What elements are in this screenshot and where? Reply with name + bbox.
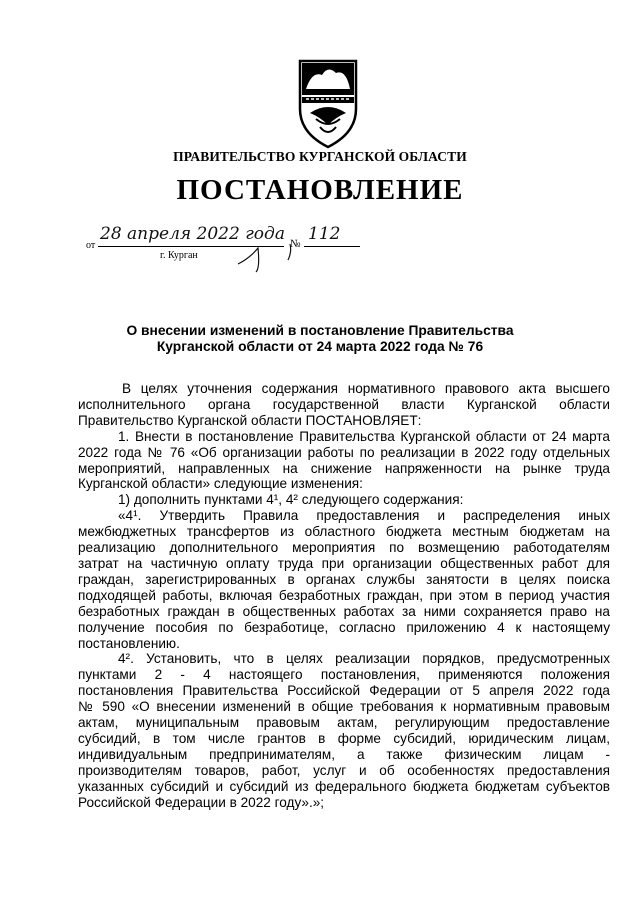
body-line: 1) дополнить пунктами 4¹, 4² следующего содержания:	[118, 492, 464, 508]
body-line: мероприятий, направленных на снижение напряженности на рынке труда	[78, 460, 610, 476]
handwritten-date: 28 апреля 2022 года	[100, 224, 285, 244]
body-line: «4¹. Утвердить Правила предоставления и распределения иных	[118, 508, 610, 524]
body-line: индивидуальным предпринимателям, а также физическим лицам -	[78, 746, 610, 762]
body-line: получение пособия по безработице, согласно приложению 4 к настоящему	[78, 619, 610, 635]
title-line-2: Курганской области от 24 марта 2022 года № 76	[156, 339, 484, 354]
body-line: подходящей работы, включая безработных граждан, при этом в период участия	[78, 587, 610, 603]
document-type: ПОСТАНОВЛЕНИЕ	[176, 174, 464, 206]
body-line: № 590 «О внесении изменений в общие требования к нормативным правовым	[78, 699, 610, 715]
body-line: указанных субсидий и субсидий из федерального бюджета бюджетам субъектов	[78, 778, 610, 794]
body-line: 4². Установить, что в целях реализации порядков, предусмотренных	[118, 651, 610, 667]
body-line: 1. Внести в постановление Правительства Курганской области от 24 марта	[118, 428, 610, 444]
body-line: Правительство Курганской области ПОСТАНОВЛЯЕТ:	[78, 412, 422, 428]
body-line: реализацию дополнительного мероприятия по возмещению работодателям	[78, 540, 610, 556]
body-line: пунктами 2 - 4 настоящего постановления, применяются положения	[78, 667, 610, 683]
signature-flourish	[236, 238, 326, 274]
government-name: ПРАВИТЕЛЬСТВО КУРГАНСКОЙ ОБЛАСТИ	[173, 149, 467, 164]
body-line: производителям товаров, работ, услуг и об особенностях предоставления	[78, 762, 610, 778]
body-line: межбюджетных трансфертов из областного бюджета местным бюджетам на	[78, 524, 610, 540]
city: г. Курган	[160, 250, 198, 261]
body-line: исполнительного органа государственной власти Курганской области	[78, 396, 610, 412]
title-line-1: О внесении изменений в постановление Правительства	[126, 323, 514, 338]
body-line: постановления Правительства Российской Федерации от 5 апреля 2022 года	[78, 683, 610, 699]
body-line: актам, муниципальным правовым актам, регулирующим предоставление	[78, 715, 610, 731]
handwritten-number: 112	[308, 224, 341, 244]
body-line: субсидий, в том числе грантов в форме субсидий, юридическим лицам,	[78, 730, 610, 746]
body-line: Российской Федерации в 2022 году».»;	[78, 794, 325, 810]
body-line: затрат на частичную оплату труда при организации общественных работ для	[78, 555, 610, 571]
body-line: 2022 года № 76 «Об организации работы по реализации в 2022 году отдельных	[78, 444, 610, 460]
body-line: постановлению.	[78, 635, 180, 651]
coat-of-arms-emblem	[296, 57, 360, 151]
document-body	[78, 381, 610, 810]
number-prefix: №	[290, 238, 301, 250]
body-line: безработных граждан в общественных работах за ними сохраняется право на	[78, 603, 610, 619]
document-title	[0, 323, 640, 355]
body-line: В целях уточнения содержания нормативного правового акта высшего	[122, 381, 610, 396]
body-line: граждан, зарегистрированных в органах службы занятости в целях поиска	[78, 571, 610, 587]
date-prefix: от	[86, 240, 96, 251]
body-line: Курганской области» следующие изменения:	[78, 476, 363, 492]
